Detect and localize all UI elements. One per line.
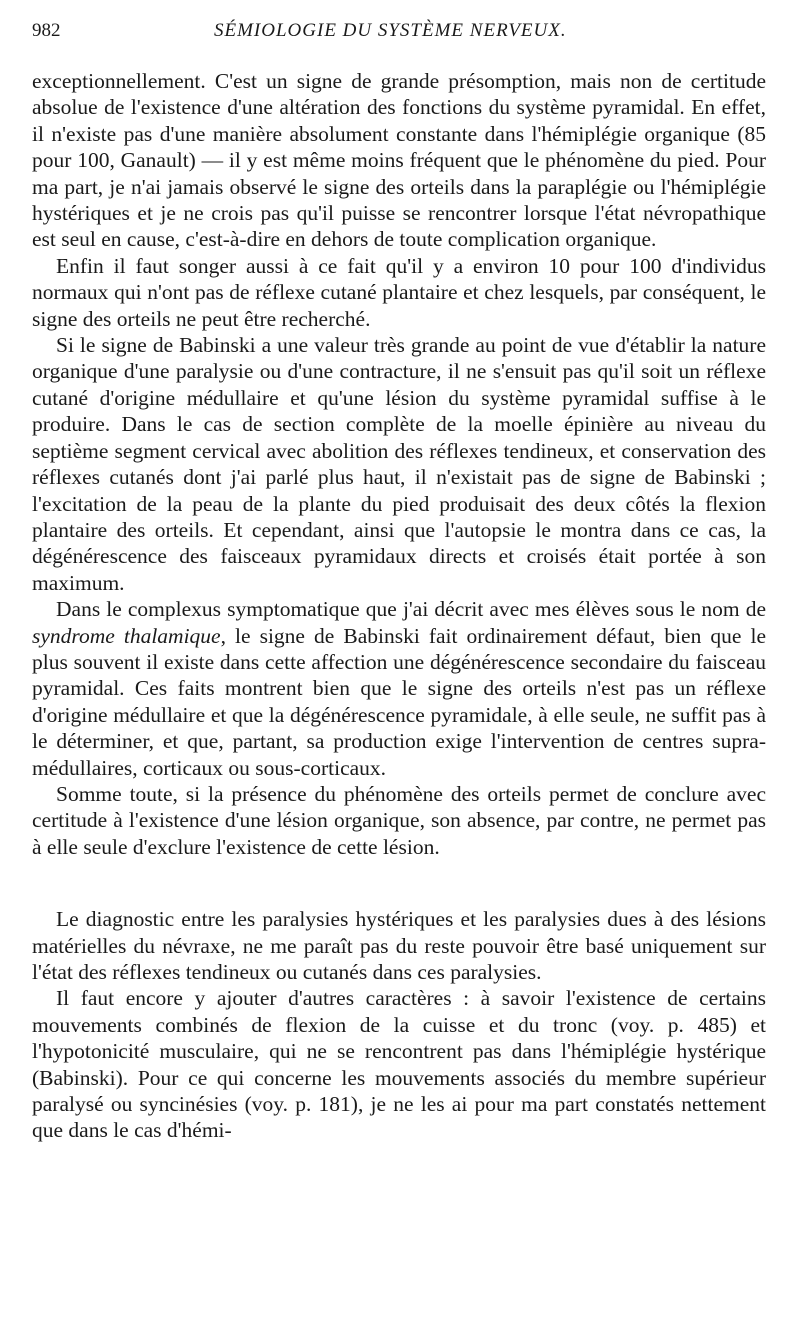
paragraph-text: , le signe de Babinski fait ordinairement défaut, bien que le plus souvent il existe dans cette affection une dégénérescence secondaire du faisceau pyramidal. Ces faits montrent bien que le signe des orteils n'est pas un réflexe d'origine médullaire et que la dégénérescence pyramidale, à elle seule, ne suffit pas à le déterminer, et que, partant, sa production exige l'intervention de centres supra-médullaires, corticaux ou sous-corticaux.	[32, 623, 766, 780]
paragraph: Le diagnostic entre les paralysies hystériques et les paralysies dues à des lésions matérielles du névraxe, ne me paraît pas du reste pouvoir être basé uniquement sur l'état des réflexes tendineux ou cutanés dans ces paralysies.	[32, 907, 766, 984]
section-gap	[32, 860, 766, 906]
paragraph: Si le signe de Babinski a une valeur très grande au point de vue d'établir la nature organique d'une paralysie ou d'une contracture, il ne s'ensuit pas qu'il soit un réflexe cutané d'origine médullaire et qu'une lésion du système pyramidal suffise à le produire. Dans le cas de section complète de la moelle épinière au niveau du septième segment cervical avec abolition des réflexes tendineux, et conservation des réflexes cutanés dont j'ai parlé plus haut, il n'existait pas de signe de Babinski ; l'excitation de la peau de la plante du pied produisait des deux côtés la flexion plantaire des orteils. Et cependant, ainsi que l'autopsie le montra dans ce cas, la dégénérescence des faisceaux pyramidaux directs et croisés était portée à son maximum.	[32, 333, 766, 595]
page-number: 982	[32, 20, 61, 41]
paragraph: Somme toute, si la présence du phénomène des orteils permet de conclure avec certitude à l'existence d'une lésion organique, son absence, par contre, ne permet pas à elle seule d'exclure l'existence de cette lésion.	[32, 781, 766, 859]
page-header	[32, 20, 760, 46]
paragraph: Enfin il faut songer aussi à ce fait qu'il y a environ 10 pour 100 d'individus normaux qui n'ont pas de réflexe cutané plantaire et chez lesquels, par conséquent, le signe des orteils ne peut être recherché.	[32, 253, 766, 331]
paragraph-text: Dans le complexus symptomatique que j'ai décrit avec mes élèves sous le nom de	[56, 597, 766, 622]
italic-term: syndrome thalamique	[32, 623, 221, 648]
running-title: SÉMIOLOGIE DU SYSTÈME NERVEUX.	[214, 20, 567, 41]
paragraph: exceptionnellement. C'est un signe de grande présomption, mais non de certitude absolue de l'existence d'une altération des fonctions du système pyramidal. En effet, il n'existe pas d'une manière absolument constante dans l'hémiplégie organique (85 pour 100, Ganault) — il y est même moins fréquent que le phénomène du pied. Pour ma part, je n'ai jamais observé le signe des orteils dans la paraplégie ou l'hémiplégie hystériques et je ne crois pas qu'il puisse se rencontrer lorsque l'état névropathique est seul en cause, c'est-à-dire en dehors de toute complication organique.	[32, 69, 766, 252]
body-text	[32, 68, 766, 1144]
paragraph: Il faut encore y ajouter d'autres caractères : à savoir l'existence de certains mouvements combinés de flexion de la cuisse et du tronc (voy. p. 485) et l'hypotonicité musculaire, qui ne se rencontrent pas dans l'hémiplégie hystérique (Babinski). Pour ce qui concerne les mouvements associés du membre supérieur paralysé ou syncinésies (voy. p. 181), je ne les ai pour ma part constatés nettement que dans le cas d'hémi-	[32, 986, 766, 1143]
paragraph	[32, 596, 766, 781]
